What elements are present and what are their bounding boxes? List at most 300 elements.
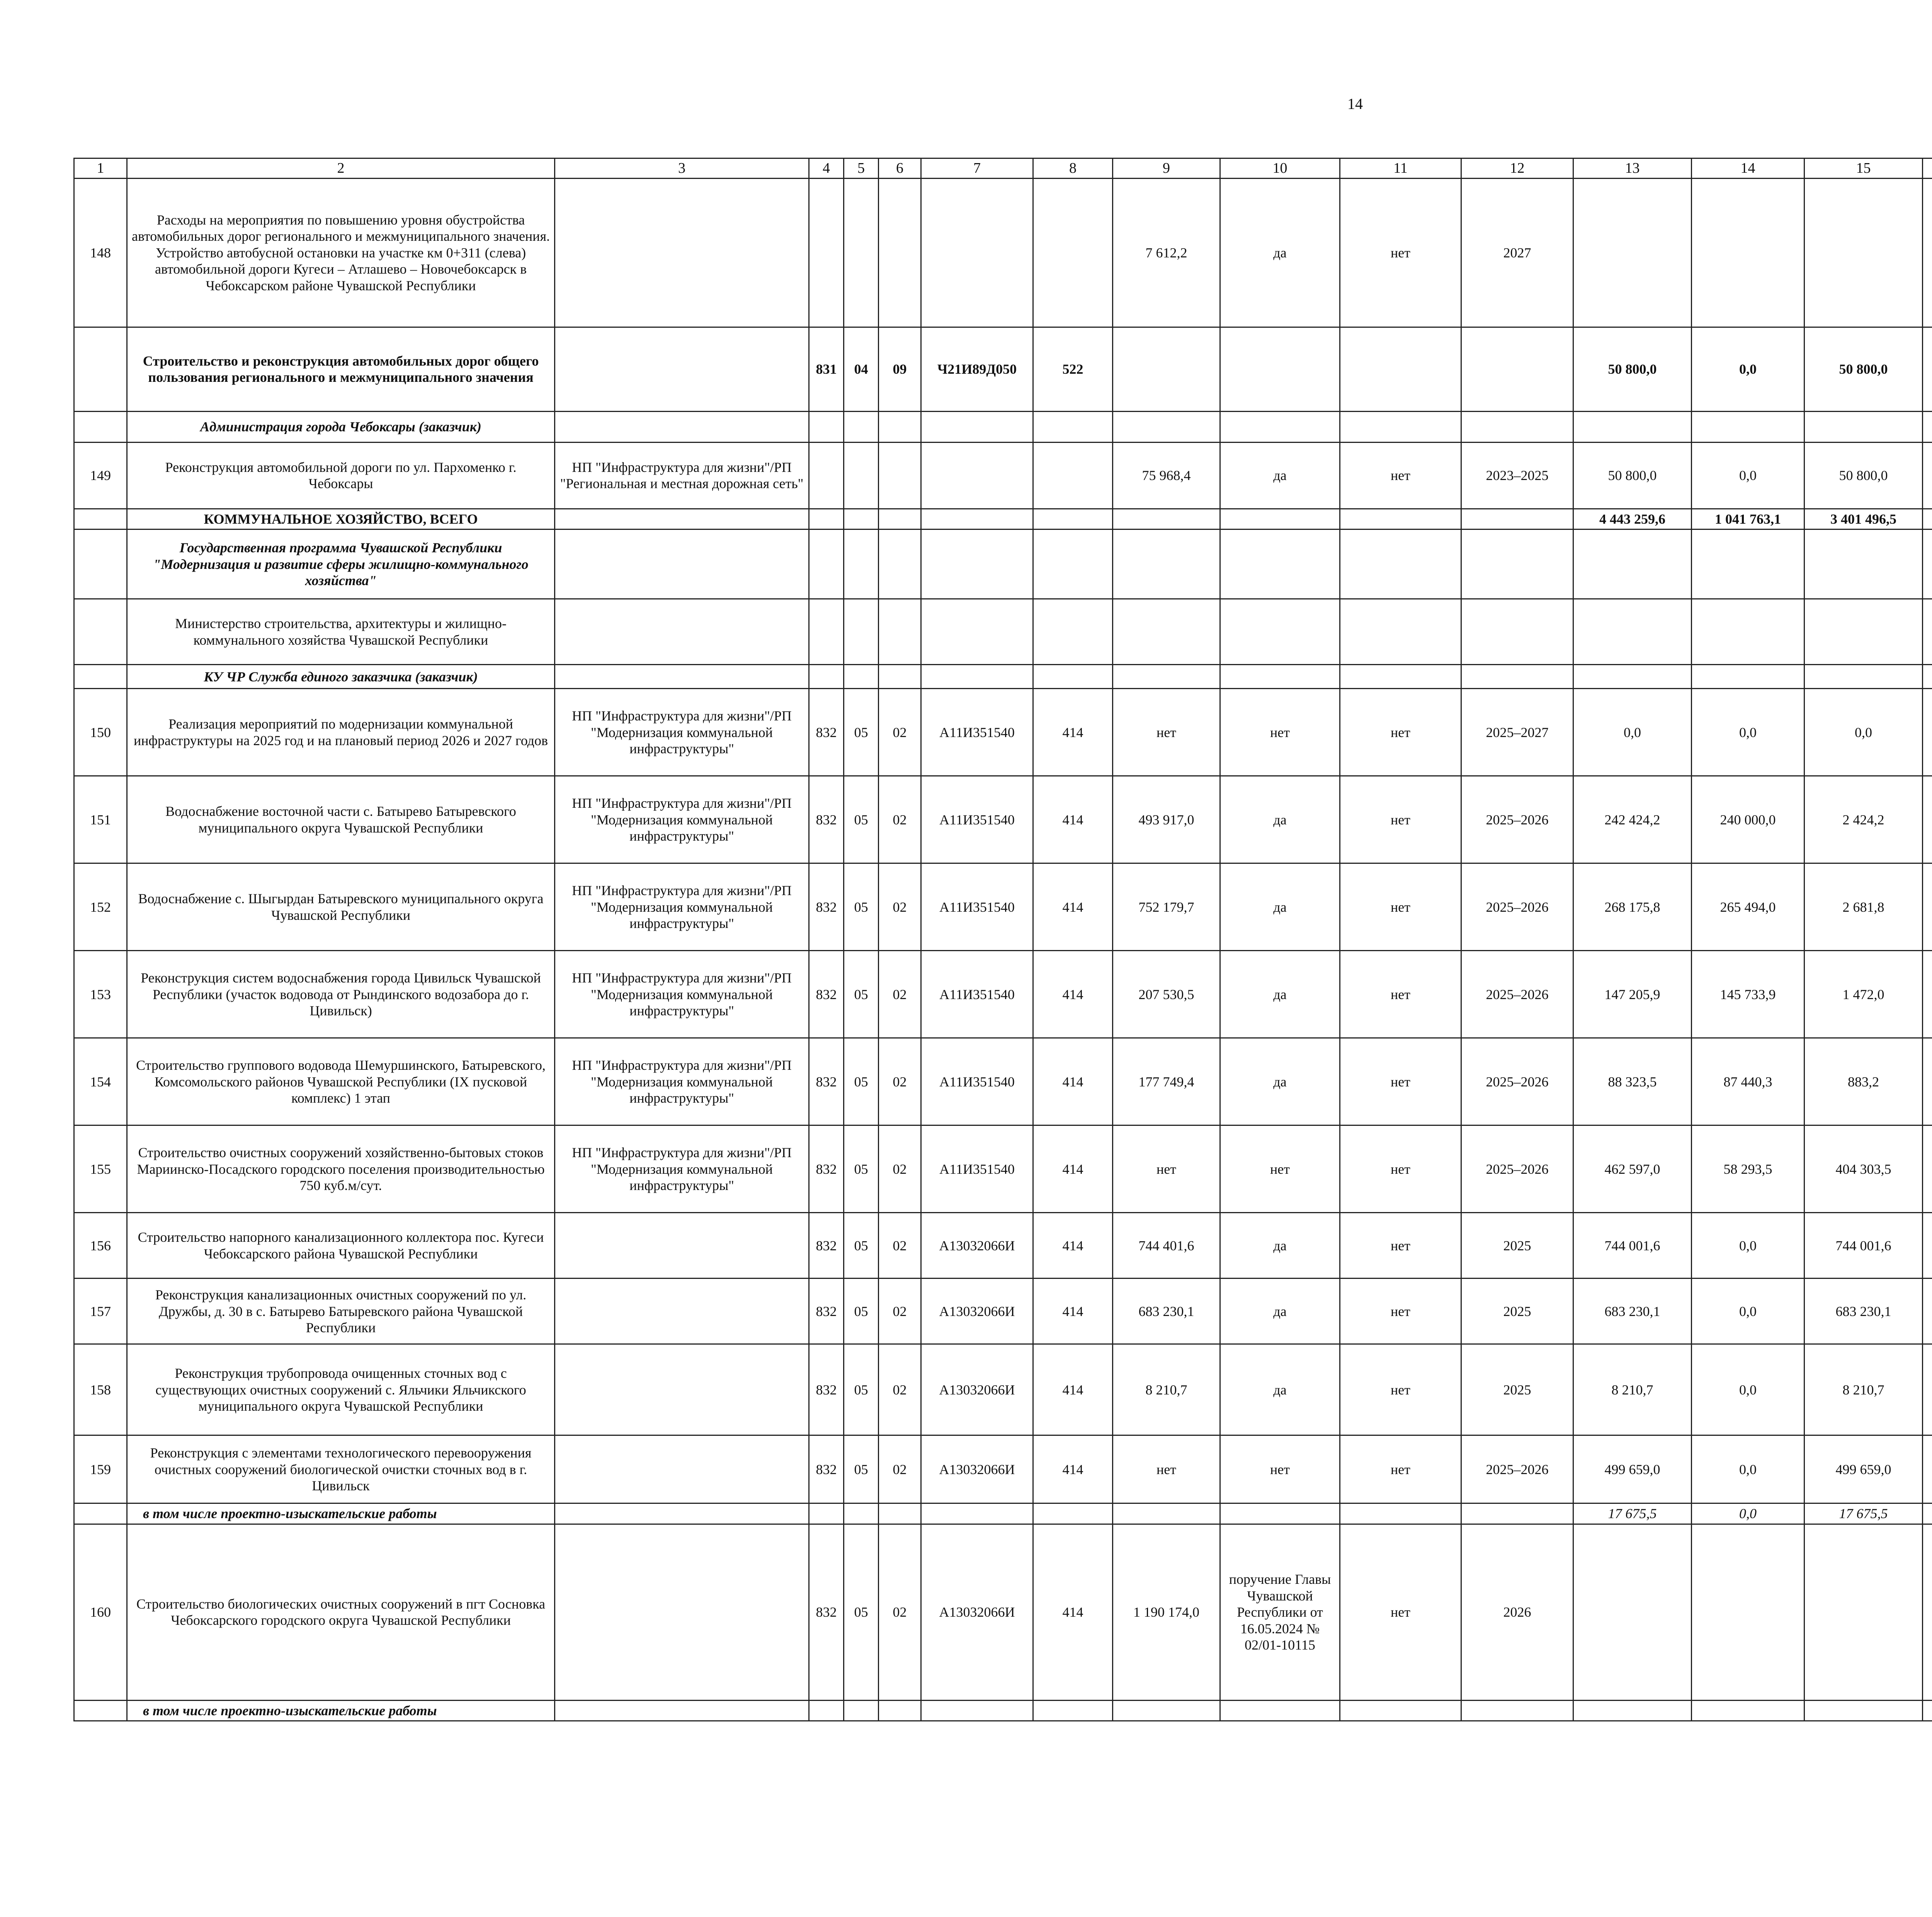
table-cell: 832 <box>809 776 844 863</box>
table-cell: 499 659,0 <box>1804 1435 1923 1503</box>
table-cell: 02 <box>879 1279 921 1344</box>
table-cell: 87 440,3 <box>1692 1038 1804 1125</box>
table-row <box>74 509 1932 529</box>
table-cell <box>555 509 809 529</box>
table-cell <box>921 509 1033 529</box>
column-header: 11 <box>1340 158 1461 179</box>
table-cell: 02 <box>879 1435 921 1503</box>
table-cell: 1 190 174,0 <box>1113 1524 1220 1700</box>
table-cell: 832 <box>809 951 844 1038</box>
table-cell <box>921 442 1033 509</box>
table-cell: 268 175,8 <box>1573 863 1692 951</box>
table-cell <box>74 665 127 689</box>
table-cell: 0,0 <box>1692 1435 1804 1503</box>
table-cell <box>1923 1503 1932 1524</box>
table-cell <box>1804 178 1923 327</box>
column-header: 14 <box>1692 158 1804 179</box>
table-cell: 2025–2026 <box>1461 1038 1573 1125</box>
table-cell <box>1923 178 1932 327</box>
row-description: Строительство и реконструкция автомобильных дорог общего пользования регионального и межмуниципального значения <box>127 327 555 411</box>
table-cell <box>1340 327 1461 411</box>
table-cell: 50 800,0 <box>1573 327 1692 411</box>
table-cell: А11И351540 <box>921 776 1033 863</box>
table-cell <box>1923 1213 1932 1279</box>
table-cell <box>74 327 127 411</box>
table-cell <box>1923 1279 1932 1344</box>
table-cell <box>921 1503 1033 1524</box>
table-cell <box>1692 1524 1804 1700</box>
table-cell: Ч21И89Д050 <box>921 327 1033 411</box>
table-cell: нет <box>1113 1435 1220 1503</box>
table-cell: 153 <box>74 951 127 1038</box>
table-cell <box>1033 529 1113 599</box>
table-cell <box>809 178 844 327</box>
table-cell <box>1804 411 1923 442</box>
table-cell: 499 659,0 <box>1573 1435 1692 1503</box>
table-cell <box>809 665 844 689</box>
table-row <box>74 529 1932 599</box>
table-cell <box>1692 665 1804 689</box>
column-header: 10 <box>1220 158 1340 179</box>
row-description: КУ ЧР Служба единого заказчика (заказчик) <box>127 665 555 689</box>
table-cell: 58 293,5 <box>1692 1125 1804 1213</box>
table-cell <box>844 665 879 689</box>
table-cell: 7 612,2 <box>1113 178 1220 327</box>
table-cell: нет <box>1340 951 1461 1038</box>
header-row <box>74 158 1932 179</box>
table-cell <box>555 1700 809 1721</box>
table-cell: 17 675,5 <box>1573 1503 1692 1524</box>
table-cell: да <box>1220 1213 1340 1279</box>
table-cell: 2 681,8 <box>1804 863 1923 951</box>
table-row <box>74 442 1932 509</box>
table-cell: 17 675,5 <box>1804 1503 1923 1524</box>
table-cell: 0,0 <box>1692 327 1804 411</box>
table-cell <box>1923 665 1932 689</box>
table-cell <box>555 599 809 665</box>
table-cell: 832 <box>809 1435 844 1503</box>
table-cell: 242 424,2 <box>1573 776 1692 863</box>
table-cell: нет <box>1220 689 1340 776</box>
table-cell: 414 <box>1033 1125 1113 1213</box>
row-description: Министерство строительства, архитектуры и жилищно-коммунального хозяйства Чувашской Республики <box>127 599 555 665</box>
table-cell: 240 000,0 <box>1692 776 1804 863</box>
table-cell <box>1033 665 1113 689</box>
table-cell: 50 800,0 <box>1573 442 1692 509</box>
table-cell: 05 <box>844 689 879 776</box>
table-cell: 2 424,2 <box>1804 776 1923 863</box>
table-cell <box>555 1344 809 1435</box>
table-cell: 683 230,1 <box>1113 1279 1220 1344</box>
table-cell: 02 <box>879 1524 921 1700</box>
table-cell <box>809 529 844 599</box>
table-cell: 159 <box>74 1435 127 1503</box>
table-cell: 05 <box>844 1213 879 1279</box>
table-cell <box>1692 411 1804 442</box>
table-cell: 02 <box>879 776 921 863</box>
table-cell: 02 <box>879 863 921 951</box>
table-cell <box>879 1700 921 1721</box>
table-cell <box>555 327 809 411</box>
table-cell: 2025–2026 <box>1461 951 1573 1038</box>
row-description: Реализация мероприятий по модернизации коммунальной инфраструктуры на 2025 год и на плановый период 2026 и 2027 годов <box>127 689 555 776</box>
table-cell: 05 <box>844 1435 879 1503</box>
table-cell: 2027 <box>1461 178 1573 327</box>
table-cell: НП "Инфраструктура для жизни"/РП "Модернизация коммунальной инфраструктуры" <box>555 689 809 776</box>
table-cell <box>809 599 844 665</box>
table-cell <box>1220 327 1340 411</box>
table-cell <box>921 411 1033 442</box>
table-cell <box>1220 509 1340 529</box>
table-cell <box>1804 665 1923 689</box>
table-cell <box>1923 1038 1932 1125</box>
table-cell: 2025 <box>1461 1344 1573 1435</box>
table-cell <box>555 1213 809 1279</box>
table-cell <box>844 411 879 442</box>
table-cell <box>1033 509 1113 529</box>
table-cell: 414 <box>1033 776 1113 863</box>
table-row <box>74 1038 1932 1125</box>
table-cell <box>809 1503 844 1524</box>
table-row <box>74 863 1932 951</box>
table-cell: 0,0 <box>1804 689 1923 776</box>
table-cell <box>1340 599 1461 665</box>
table-row <box>74 411 1932 442</box>
table-cell: 2025 <box>1461 1279 1573 1344</box>
table-cell: 8 210,7 <box>1113 1344 1220 1435</box>
table-cell: 02 <box>879 1344 921 1435</box>
table-cell <box>1692 529 1804 599</box>
table-cell: нет <box>1340 1524 1461 1700</box>
table-cell <box>879 665 921 689</box>
table-cell <box>1923 529 1932 599</box>
table-cell: 744 001,6 <box>1804 1213 1923 1279</box>
table-cell: 2025–2027 <box>1461 689 1573 776</box>
table-cell <box>555 1503 809 1524</box>
table-cell <box>921 1700 1033 1721</box>
table-cell <box>1692 599 1804 665</box>
table-cell: 414 <box>1033 1344 1113 1435</box>
table-cell: 05 <box>844 1038 879 1125</box>
table-cell <box>555 1524 809 1700</box>
table-cell: А13032066И <box>921 1435 1033 1503</box>
table-cell: 158 <box>74 1344 127 1435</box>
table-cell: 50 800,0 <box>1804 442 1923 509</box>
table-cell <box>879 509 921 529</box>
table-cell <box>1923 442 1932 509</box>
table-cell: 157 <box>74 1279 127 1344</box>
table-cell: 683 230,1 <box>1573 1279 1692 1344</box>
table-cell <box>74 411 127 442</box>
table-cell: 414 <box>1033 951 1113 1038</box>
budget-table <box>73 158 1932 1721</box>
table-cell <box>844 509 879 529</box>
table-cell <box>1033 178 1113 327</box>
table-cell <box>1573 1524 1692 1700</box>
table-cell: нет <box>1340 1435 1461 1503</box>
table-cell <box>1573 529 1692 599</box>
table-cell: 0,0 <box>1573 689 1692 776</box>
table-cell: 09 <box>879 327 921 411</box>
table-cell <box>1573 599 1692 665</box>
table-cell: 832 <box>809 863 844 951</box>
table-cell <box>74 1700 127 1721</box>
table-cell: 88 323,5 <box>1573 1038 1692 1125</box>
table-cell: А11И351540 <box>921 1038 1033 1125</box>
table-cell: 832 <box>809 1038 844 1125</box>
table-cell <box>1573 665 1692 689</box>
table-cell <box>1461 327 1573 411</box>
table-cell: 154 <box>74 1038 127 1125</box>
table-cell <box>844 442 879 509</box>
table-cell: нет <box>1340 1038 1461 1125</box>
table-cell: 832 <box>809 1279 844 1344</box>
table-cell: да <box>1220 442 1340 509</box>
table-cell <box>1113 1503 1220 1524</box>
table-cell: 883,2 <box>1804 1038 1923 1125</box>
table-cell <box>1804 599 1923 665</box>
table-cell: нет <box>1220 1435 1340 1503</box>
table-cell: А13032066И <box>921 1213 1033 1279</box>
table-cell: нет <box>1340 776 1461 863</box>
table-cell: 0,0 <box>1692 1213 1804 1279</box>
table-row <box>74 1213 1932 1279</box>
table-cell: 2025–2026 <box>1461 776 1573 863</box>
table-cell <box>1573 1700 1692 1721</box>
table-cell <box>1461 411 1573 442</box>
table-cell: 1 472,0 <box>1804 951 1923 1038</box>
table-cell: 832 <box>809 1213 844 1279</box>
row-description: Строительство напорного канализационного коллектора пос. Кугеси Чебоксарского района Чувашской Республики <box>127 1213 555 1279</box>
table-cell <box>74 509 127 529</box>
table-cell: 156 <box>74 1213 127 1279</box>
table-cell <box>921 599 1033 665</box>
table-cell: 752 179,7 <box>1113 863 1220 951</box>
table-cell: да <box>1220 776 1340 863</box>
table-cell: 151 <box>74 776 127 863</box>
table-cell: 05 <box>844 1524 879 1700</box>
table-cell: 04 <box>844 327 879 411</box>
table-cell <box>1461 529 1573 599</box>
table-cell: НП "Инфраструктура для жизни"/РП "Модернизация коммунальной инфраструктуры" <box>555 863 809 951</box>
table-cell <box>1804 529 1923 599</box>
table-cell <box>1692 178 1804 327</box>
table-cell <box>809 1700 844 1721</box>
table-cell <box>555 411 809 442</box>
table-cell <box>1340 1700 1461 1721</box>
table-row <box>74 1435 1932 1503</box>
table-cell: нет <box>1220 1125 1340 1213</box>
table-cell: 155 <box>74 1125 127 1213</box>
table-cell <box>879 411 921 442</box>
table-cell <box>555 665 809 689</box>
table-cell: 147 205,9 <box>1573 951 1692 1038</box>
table-cell: 2025–2026 <box>1461 1435 1573 1503</box>
row-description: Строительство группового водовода Шемуршинского, Батыревского, Комсомольского районов Чувашской Республики (IX пусковой комплекс) 1 этап <box>127 1038 555 1125</box>
table-cell: 414 <box>1033 1524 1113 1700</box>
table-cell <box>1923 411 1932 442</box>
table-cell: 150 <box>74 689 127 776</box>
table-cell: 149 <box>74 442 127 509</box>
table-cell: 02 <box>879 1038 921 1125</box>
table-cell <box>1923 1435 1932 1503</box>
table-cell: 152 <box>74 863 127 951</box>
table-cell: 148 <box>74 178 127 327</box>
column-header: 5 <box>844 158 879 179</box>
table-cell <box>879 442 921 509</box>
table-cell: 2026 <box>1461 1524 1573 1700</box>
table-cell <box>1692 1700 1804 1721</box>
row-description: Строительство биологических очистных сооружений в пгт Сосновка Чебоксарского городского округа Чувашской Республики <box>127 1524 555 1700</box>
table-cell: да <box>1220 863 1340 951</box>
table-cell <box>1220 599 1340 665</box>
table-cell <box>1033 599 1113 665</box>
table-cell: 414 <box>1033 863 1113 951</box>
table-row <box>74 1344 1932 1435</box>
table-cell: 0,0 <box>1692 689 1804 776</box>
table-cell: нет <box>1340 178 1461 327</box>
table-cell <box>1923 951 1932 1038</box>
row-description: Реконструкция трубопровода очищенных сточных вод с существующих очистных сооружений с. Яльчики Яльчикского муниципального округа Чувашской Республики <box>127 1344 555 1435</box>
table-cell: 414 <box>1033 1038 1113 1125</box>
table-cell: НП "Инфраструктура для жизни"/РП "Модернизация коммунальной инфраструктуры" <box>555 1038 809 1125</box>
table-cell <box>1461 1503 1573 1524</box>
table-cell <box>74 1503 127 1524</box>
row-description: Водоснабжение восточной части с. Батырево Батыревского муниципального округа Чувашской Республики <box>127 776 555 863</box>
table-row <box>74 1700 1932 1721</box>
table-cell: А11И351540 <box>921 951 1033 1038</box>
table-cell: 05 <box>844 951 879 1038</box>
table-cell <box>1923 599 1932 665</box>
table-cell: 05 <box>844 1279 879 1344</box>
table-cell <box>1340 509 1461 529</box>
table-cell: 831 <box>809 327 844 411</box>
table-cell: А11И351540 <box>921 863 1033 951</box>
table-cell: 832 <box>809 1344 844 1435</box>
table-row <box>74 1524 1932 1700</box>
table-cell: 414 <box>1033 689 1113 776</box>
table-cell: да <box>1220 1038 1340 1125</box>
table-cell <box>74 529 127 599</box>
table-cell: 2025–2026 <box>1461 863 1573 951</box>
table-row <box>74 665 1932 689</box>
column-header <box>1923 158 1932 179</box>
table-cell <box>1923 1344 1932 1435</box>
table-cell: 832 <box>809 1524 844 1700</box>
table-cell <box>1804 1700 1923 1721</box>
table-row <box>74 599 1932 665</box>
row-description: Администрация города Чебоксары (заказчик) <box>127 411 555 442</box>
table-cell <box>844 178 879 327</box>
table-cell: нет <box>1340 689 1461 776</box>
table-cell <box>555 529 809 599</box>
table-cell <box>809 509 844 529</box>
table-cell: поручение Главы Чувашской Республики от 16.05.2024 № 02/01-10115 <box>1220 1524 1340 1700</box>
column-header: 8 <box>1033 158 1113 179</box>
row-description: в том числе проектно-изыскательские работы <box>127 1700 555 1721</box>
table-cell <box>879 529 921 599</box>
table-cell <box>844 529 879 599</box>
table-cell: нет <box>1340 1344 1461 1435</box>
table-cell <box>1461 509 1573 529</box>
table-cell <box>1573 178 1692 327</box>
table-cell <box>1923 863 1932 951</box>
table-cell <box>1113 1700 1220 1721</box>
row-description: Водоснабжение с. Шыгырдан Батыревского муниципального округа Чувашской Республики <box>127 863 555 951</box>
table-cell <box>921 529 1033 599</box>
table-cell: 2023–2025 <box>1461 442 1573 509</box>
table-cell <box>1340 411 1461 442</box>
table-cell <box>1340 529 1461 599</box>
table-cell <box>1804 1524 1923 1700</box>
table-cell: 207 530,5 <box>1113 951 1220 1038</box>
table-cell <box>1220 411 1340 442</box>
table-cell: 177 749,4 <box>1113 1038 1220 1125</box>
table-cell: да <box>1220 1344 1340 1435</box>
table-cell <box>844 1503 879 1524</box>
table-cell: 493 917,0 <box>1113 776 1220 863</box>
table-cell: нет <box>1340 1213 1461 1279</box>
table-cell: 0,0 <box>1692 1503 1804 1524</box>
table-cell <box>1113 529 1220 599</box>
row-description: Расходы на мероприятия по повышению уровня обустройства автомобильных дорог регионального и межмуниципального значения. Устройство автобусной остановки на участке км 0+311 (слева) автомобильной дороги Кугеси – Атлашево – Новочебоксарск в Чебоксарском районе Чувашской Республики <box>127 178 555 327</box>
table-cell <box>1461 599 1573 665</box>
table-cell: да <box>1220 951 1340 1038</box>
table-row <box>74 776 1932 863</box>
table-cell: А13032066И <box>921 1344 1033 1435</box>
table-cell <box>1113 599 1220 665</box>
table-cell: 744 401,6 <box>1113 1213 1220 1279</box>
table-row <box>74 1125 1932 1213</box>
table-cell: 404 303,5 <box>1804 1125 1923 1213</box>
table-cell: нет <box>1340 863 1461 951</box>
row-description: Строительство очистных сооружений хозяйственно-бытовых стоков Мариинско-Посадского городского поселения производительностью 750 куб.м/сут. <box>127 1125 555 1213</box>
table-cell <box>1340 1503 1461 1524</box>
table-cell: 414 <box>1033 1279 1113 1344</box>
table-cell: А13032066И <box>921 1279 1033 1344</box>
table-cell <box>1220 665 1340 689</box>
table-cell <box>1033 1700 1113 1721</box>
table-cell: 05 <box>844 776 879 863</box>
table-cell: 05 <box>844 1125 879 1213</box>
table-cell <box>1033 442 1113 509</box>
table-cell <box>1113 327 1220 411</box>
column-header: 9 <box>1113 158 1220 179</box>
table-cell: НП "Инфраструктура для жизни"/РП "Модернизация коммунальной инфраструктуры" <box>555 776 809 863</box>
table-cell: 414 <box>1033 1213 1113 1279</box>
table-cell <box>1923 509 1932 529</box>
table-row <box>74 951 1932 1038</box>
table-cell: 50 800,0 <box>1804 327 1923 411</box>
table-cell: нет <box>1340 1125 1461 1213</box>
table-cell <box>1220 529 1340 599</box>
table-cell: НП "Инфраструктура для жизни"/РП "Модернизация коммунальной инфраструктуры" <box>555 951 809 1038</box>
table-cell: 160 <box>74 1524 127 1700</box>
table-cell: 683 230,1 <box>1804 1279 1923 1344</box>
table-row <box>74 1279 1932 1344</box>
table-cell <box>921 665 1033 689</box>
table-cell: 145 733,9 <box>1692 951 1804 1038</box>
table-cell <box>1573 411 1692 442</box>
column-header: 6 <box>879 158 921 179</box>
table-cell: 4 443 259,6 <box>1573 509 1692 529</box>
table-cell <box>1220 1700 1340 1721</box>
table-cell: 2025–2026 <box>1461 1125 1573 1213</box>
row-description: Государственная программа Чувашской Республики "Модернизация и развитие сферы жилищно-коммунального хозяйства" <box>127 529 555 599</box>
table-cell: 744 001,6 <box>1573 1213 1692 1279</box>
table-cell: 414 <box>1033 1435 1113 1503</box>
table-cell <box>1033 411 1113 442</box>
